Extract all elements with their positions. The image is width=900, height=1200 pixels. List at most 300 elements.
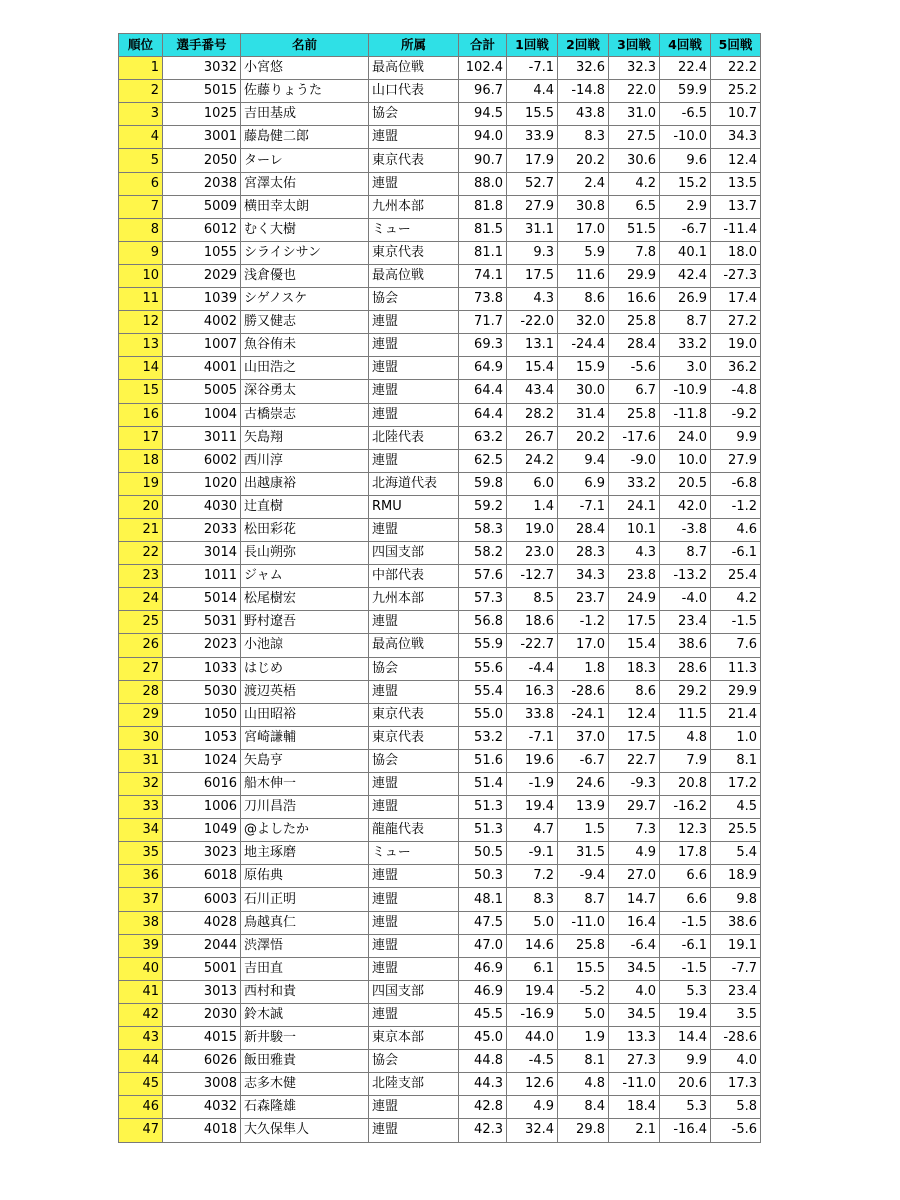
rank-cell: 22: [119, 542, 163, 565]
round-3-cell: -6.4: [609, 934, 660, 957]
affiliation-cell: 最高位戦: [369, 57, 459, 80]
name-cell: 志多木健: [241, 1073, 369, 1096]
rank-cell: 29: [119, 703, 163, 726]
round-3-cell: 27.3: [609, 1050, 660, 1073]
rank-cell: 17: [119, 426, 163, 449]
table-row: [119, 657, 761, 680]
round-3-cell: 7.3: [609, 819, 660, 842]
round-5-cell: -1.5: [711, 611, 761, 634]
affiliation-cell: 連盟: [369, 357, 459, 380]
name-cell: 小宮悠: [241, 57, 369, 80]
round-5-cell: 4.5: [711, 796, 761, 819]
table-row: [119, 1027, 761, 1050]
round-5-cell: 17.2: [711, 773, 761, 796]
round-1-cell: -12.7: [507, 565, 558, 588]
round-3-cell: 29.7: [609, 796, 660, 819]
affiliation-cell: 北海道代表: [369, 472, 459, 495]
round-1-cell: -1.9: [507, 773, 558, 796]
rank-cell: 42: [119, 1003, 163, 1026]
rank-cell: 18: [119, 449, 163, 472]
round-4-cell: -16.2: [660, 796, 711, 819]
total-cell: 90.7: [459, 149, 507, 172]
table-row: [119, 103, 761, 126]
affiliation-cell: 協会: [369, 749, 459, 772]
affiliation-cell: 北陸代表: [369, 426, 459, 449]
round-2-cell: -6.7: [558, 749, 609, 772]
rank-cell: 40: [119, 957, 163, 980]
round-3-cell: 6.7: [609, 380, 660, 403]
round-3-cell: -5.6: [609, 357, 660, 380]
affiliation-cell: 東京本部: [369, 1027, 459, 1050]
round-1-cell: 8.5: [507, 588, 558, 611]
round-5-cell: -28.6: [711, 1027, 761, 1050]
name-cell: 勝又健志: [241, 311, 369, 334]
player-number-cell: 3008: [163, 1073, 241, 1096]
name-cell: 矢島亨: [241, 749, 369, 772]
round-2-cell: -14.8: [558, 80, 609, 103]
header-total: 合計: [459, 34, 507, 57]
player-number-cell: 4015: [163, 1027, 241, 1050]
round-3-cell: 15.4: [609, 634, 660, 657]
name-cell: 渋澤悟: [241, 934, 369, 957]
round-1-cell: -7.1: [507, 726, 558, 749]
affiliation-cell: 連盟: [369, 773, 459, 796]
round-2-cell: -9.4: [558, 865, 609, 888]
total-cell: 42.3: [459, 1119, 507, 1142]
player-number-cell: 1011: [163, 565, 241, 588]
round-3-cell: 7.8: [609, 241, 660, 264]
rank-cell: 44: [119, 1050, 163, 1073]
player-number-cell: 6012: [163, 218, 241, 241]
table-row: [119, 264, 761, 287]
round-1-cell: 14.6: [507, 934, 558, 957]
round-2-cell: -1.2: [558, 611, 609, 634]
round-1-cell: 19.4: [507, 796, 558, 819]
table-row: [119, 980, 761, 1003]
player-number-cell: 1050: [163, 703, 241, 726]
total-cell: 45.0: [459, 1027, 507, 1050]
player-number-cell: 4018: [163, 1119, 241, 1142]
round-1-cell: -22.0: [507, 311, 558, 334]
affiliation-cell: 連盟: [369, 311, 459, 334]
name-cell: 吉田直: [241, 957, 369, 980]
round-5-cell: 8.1: [711, 749, 761, 772]
name-cell: 深谷勇太: [241, 380, 369, 403]
total-cell: 55.0: [459, 703, 507, 726]
round-1-cell: 19.6: [507, 749, 558, 772]
round-3-cell: 22.0: [609, 80, 660, 103]
name-cell: 松田彩花: [241, 518, 369, 541]
table-row: [119, 57, 761, 80]
table-row: [119, 634, 761, 657]
round-3-cell: 14.7: [609, 888, 660, 911]
total-cell: 64.9: [459, 357, 507, 380]
round-2-cell: 20.2: [558, 149, 609, 172]
table-row: [119, 588, 761, 611]
player-number-cell: 5031: [163, 611, 241, 634]
player-number-cell: 4032: [163, 1096, 241, 1119]
round-2-cell: 31.4: [558, 403, 609, 426]
round-1-cell: 19.4: [507, 980, 558, 1003]
table-row: [119, 680, 761, 703]
round-5-cell: 11.3: [711, 657, 761, 680]
round-1-cell: 16.3: [507, 680, 558, 703]
round-2-cell: 6.9: [558, 472, 609, 495]
round-4-cell: 23.4: [660, 611, 711, 634]
header-round-1: 1回戦: [507, 34, 558, 57]
rank-cell: 15: [119, 380, 163, 403]
round-3-cell: 24.9: [609, 588, 660, 611]
round-1-cell: -9.1: [507, 842, 558, 865]
name-cell: 浅倉優也: [241, 264, 369, 287]
affiliation-cell: 連盟: [369, 126, 459, 149]
rank-cell: 2: [119, 80, 163, 103]
round-5-cell: 9.9: [711, 426, 761, 449]
table-row: [119, 773, 761, 796]
round-3-cell: 4.2: [609, 172, 660, 195]
table-row: [119, 819, 761, 842]
table-row: [119, 334, 761, 357]
round-4-cell: 29.2: [660, 680, 711, 703]
total-cell: 55.6: [459, 657, 507, 680]
round-4-cell: 6.6: [660, 865, 711, 888]
total-cell: 53.2: [459, 726, 507, 749]
total-cell: 51.3: [459, 796, 507, 819]
round-4-cell: -6.5: [660, 103, 711, 126]
round-3-cell: 32.3: [609, 57, 660, 80]
round-5-cell: -4.8: [711, 380, 761, 403]
header-round-5: 5回戦: [711, 34, 761, 57]
round-1-cell: -16.9: [507, 1003, 558, 1026]
affiliation-cell: 連盟: [369, 865, 459, 888]
round-2-cell: 29.8: [558, 1119, 609, 1142]
name-cell: 山田昭裕: [241, 703, 369, 726]
rank-cell: 33: [119, 796, 163, 819]
rank-cell: 1: [119, 57, 163, 80]
round-3-cell: 23.8: [609, 565, 660, 588]
round-5-cell: -7.7: [711, 957, 761, 980]
table-row: [119, 357, 761, 380]
rank-cell: 37: [119, 888, 163, 911]
round-5-cell: 19.1: [711, 934, 761, 957]
player-number-cell: 5005: [163, 380, 241, 403]
round-4-cell: 5.3: [660, 980, 711, 1003]
affiliation-cell: 最高位戦: [369, 634, 459, 657]
round-1-cell: 26.7: [507, 426, 558, 449]
round-4-cell: 15.2: [660, 172, 711, 195]
affiliation-cell: 東京代表: [369, 703, 459, 726]
name-cell: 辻直樹: [241, 495, 369, 518]
round-4-cell: -11.8: [660, 403, 711, 426]
round-5-cell: 17.3: [711, 1073, 761, 1096]
round-2-cell: 2.4: [558, 172, 609, 195]
rank-cell: 7: [119, 195, 163, 218]
affiliation-cell: 連盟: [369, 888, 459, 911]
round-5-cell: -11.4: [711, 218, 761, 241]
name-cell: むく大樹: [241, 218, 369, 241]
round-2-cell: 8.3: [558, 126, 609, 149]
affiliation-cell: 協会: [369, 1050, 459, 1073]
name-cell: 吉田基成: [241, 103, 369, 126]
rank-cell: 31: [119, 749, 163, 772]
round-2-cell: 15.9: [558, 357, 609, 380]
round-4-cell: 20.5: [660, 472, 711, 495]
table-row: [119, 426, 761, 449]
rank-cell: 25: [119, 611, 163, 634]
player-number-cell: 6002: [163, 449, 241, 472]
header-player-number: 選手番号: [163, 34, 241, 57]
player-number-cell: 1020: [163, 472, 241, 495]
affiliation-cell: 九州本部: [369, 588, 459, 611]
player-number-cell: 5001: [163, 957, 241, 980]
round-1-cell: 44.0: [507, 1027, 558, 1050]
player-number-cell: 1006: [163, 796, 241, 819]
rank-cell: 13: [119, 334, 163, 357]
round-1-cell: 17.5: [507, 264, 558, 287]
round-3-cell: -11.0: [609, 1073, 660, 1096]
total-cell: 64.4: [459, 403, 507, 426]
total-cell: 94.5: [459, 103, 507, 126]
round-5-cell: 7.6: [711, 634, 761, 657]
total-cell: 51.4: [459, 773, 507, 796]
player-number-cell: 1007: [163, 334, 241, 357]
round-3-cell: 18.4: [609, 1096, 660, 1119]
affiliation-cell: 連盟: [369, 957, 459, 980]
round-5-cell: 13.7: [711, 195, 761, 218]
round-4-cell: 14.4: [660, 1027, 711, 1050]
round-2-cell: 25.8: [558, 934, 609, 957]
round-4-cell: 9.9: [660, 1050, 711, 1073]
round-5-cell: -6.1: [711, 542, 761, 565]
player-number-cell: 5009: [163, 195, 241, 218]
player-number-cell: 4028: [163, 911, 241, 934]
player-number-cell: 2029: [163, 264, 241, 287]
round-4-cell: 26.9: [660, 288, 711, 311]
round-5-cell: 21.4: [711, 703, 761, 726]
round-3-cell: 27.0: [609, 865, 660, 888]
round-1-cell: 28.2: [507, 403, 558, 426]
round-2-cell: 30.8: [558, 195, 609, 218]
player-number-cell: 6003: [163, 888, 241, 911]
total-cell: 46.9: [459, 957, 507, 980]
rank-cell: 30: [119, 726, 163, 749]
table-row: [119, 1003, 761, 1026]
round-3-cell: 16.4: [609, 911, 660, 934]
round-3-cell: 27.5: [609, 126, 660, 149]
round-4-cell: 7.9: [660, 749, 711, 772]
round-4-cell: -4.0: [660, 588, 711, 611]
round-1-cell: 33.9: [507, 126, 558, 149]
table-row: [119, 865, 761, 888]
round-4-cell: 22.4: [660, 57, 711, 80]
affiliation-cell: 九州本部: [369, 195, 459, 218]
round-2-cell: 17.0: [558, 218, 609, 241]
name-cell: 宮澤太佑: [241, 172, 369, 195]
rank-cell: 21: [119, 518, 163, 541]
round-2-cell: -24.1: [558, 703, 609, 726]
table-row: [119, 888, 761, 911]
round-5-cell: 36.2: [711, 357, 761, 380]
round-5-cell: 5.8: [711, 1096, 761, 1119]
round-3-cell: -9.3: [609, 773, 660, 796]
rank-cell: 47: [119, 1119, 163, 1142]
total-cell: 55.4: [459, 680, 507, 703]
name-cell: 古橋崇志: [241, 403, 369, 426]
rank-cell: 6: [119, 172, 163, 195]
round-1-cell: 24.2: [507, 449, 558, 472]
affiliation-cell: ミュー: [369, 842, 459, 865]
table-row: [119, 172, 761, 195]
player-number-cell: 1055: [163, 241, 241, 264]
round-4-cell: 4.8: [660, 726, 711, 749]
affiliation-cell: 連盟: [369, 611, 459, 634]
table-row: [119, 911, 761, 934]
round-4-cell: -1.5: [660, 911, 711, 934]
round-2-cell: 31.5: [558, 842, 609, 865]
round-1-cell: 15.4: [507, 357, 558, 380]
affiliation-cell: 連盟: [369, 1119, 459, 1142]
round-1-cell: 18.6: [507, 611, 558, 634]
round-1-cell: 9.3: [507, 241, 558, 264]
rank-cell: 32: [119, 773, 163, 796]
affiliation-cell: 連盟: [369, 518, 459, 541]
round-4-cell: -10.0: [660, 126, 711, 149]
rank-cell: 39: [119, 934, 163, 957]
player-number-cell: 5015: [163, 80, 241, 103]
table-row: [119, 1050, 761, 1073]
player-number-cell: 3032: [163, 57, 241, 80]
player-number-cell: 1004: [163, 403, 241, 426]
name-cell: 石森隆雄: [241, 1096, 369, 1119]
round-3-cell: 8.6: [609, 680, 660, 703]
total-cell: 50.5: [459, 842, 507, 865]
total-cell: 57.3: [459, 588, 507, 611]
name-cell: 横田幸太朗: [241, 195, 369, 218]
round-1-cell: -4.4: [507, 657, 558, 680]
total-cell: 46.9: [459, 980, 507, 1003]
round-3-cell: 25.8: [609, 311, 660, 334]
total-cell: 88.0: [459, 172, 507, 195]
round-5-cell: 18.0: [711, 241, 761, 264]
affiliation-cell: 協会: [369, 288, 459, 311]
name-cell: 小池諒: [241, 634, 369, 657]
round-3-cell: 28.4: [609, 334, 660, 357]
table-row: [119, 726, 761, 749]
header-name: 名前: [241, 34, 369, 57]
round-1-cell: 17.9: [507, 149, 558, 172]
rank-cell: 20: [119, 495, 163, 518]
player-number-cell: 1049: [163, 819, 241, 842]
rank-cell: 26: [119, 634, 163, 657]
player-number-cell: 5030: [163, 680, 241, 703]
affiliation-cell: 山口代表: [369, 80, 459, 103]
name-cell: 鈴木誠: [241, 1003, 369, 1026]
table-row: [119, 565, 761, 588]
player-number-cell: 5014: [163, 588, 241, 611]
round-4-cell: 59.9: [660, 80, 711, 103]
table-row: [119, 149, 761, 172]
name-cell: 船木伸一: [241, 773, 369, 796]
round-2-cell: -24.4: [558, 334, 609, 357]
name-cell: 原佑典: [241, 865, 369, 888]
table-row: [119, 749, 761, 772]
name-cell: 宮崎謙輔: [241, 726, 369, 749]
round-2-cell: 30.0: [558, 380, 609, 403]
rank-cell: 3: [119, 103, 163, 126]
name-cell: 魚谷侑未: [241, 334, 369, 357]
affiliation-cell: 協会: [369, 657, 459, 680]
round-5-cell: 25.5: [711, 819, 761, 842]
round-4-cell: 20.8: [660, 773, 711, 796]
round-4-cell: 40.1: [660, 241, 711, 264]
player-number-cell: 6018: [163, 865, 241, 888]
round-4-cell: 5.3: [660, 1096, 711, 1119]
round-2-cell: 8.4: [558, 1096, 609, 1119]
round-2-cell: 20.2: [558, 426, 609, 449]
round-4-cell: -10.9: [660, 380, 711, 403]
round-3-cell: 33.2: [609, 472, 660, 495]
round-1-cell: 19.0: [507, 518, 558, 541]
round-5-cell: 4.0: [711, 1050, 761, 1073]
name-cell: 矢島翔: [241, 426, 369, 449]
affiliation-cell: 連盟: [369, 380, 459, 403]
table-row: [119, 611, 761, 634]
name-cell: ジャム: [241, 565, 369, 588]
player-number-cell: 2044: [163, 934, 241, 957]
round-1-cell: 7.2: [507, 865, 558, 888]
name-cell: 地主琢磨: [241, 842, 369, 865]
round-4-cell: 6.6: [660, 888, 711, 911]
name-cell: 新井駿一: [241, 1027, 369, 1050]
round-4-cell: 38.6: [660, 634, 711, 657]
total-cell: 57.6: [459, 565, 507, 588]
total-cell: 73.8: [459, 288, 507, 311]
player-number-cell: 1025: [163, 103, 241, 126]
name-cell: 藤島健二郎: [241, 126, 369, 149]
round-2-cell: 8.7: [558, 888, 609, 911]
player-number-cell: 6026: [163, 1050, 241, 1073]
round-1-cell: 43.4: [507, 380, 558, 403]
round-2-cell: 28.4: [558, 518, 609, 541]
affiliation-cell: 協会: [369, 103, 459, 126]
affiliation-cell: 東京代表: [369, 241, 459, 264]
header-affiliation: 所属: [369, 34, 459, 57]
header-round-2: 2回戦: [558, 34, 609, 57]
round-1-cell: 1.4: [507, 495, 558, 518]
player-number-cell: 3023: [163, 842, 241, 865]
affiliation-cell: 連盟: [369, 403, 459, 426]
round-2-cell: 9.4: [558, 449, 609, 472]
rank-cell: 41: [119, 980, 163, 1003]
round-2-cell: 5.9: [558, 241, 609, 264]
round-5-cell: 13.5: [711, 172, 761, 195]
round-4-cell: 20.6: [660, 1073, 711, 1096]
player-number-cell: 2023: [163, 634, 241, 657]
round-4-cell: 3.0: [660, 357, 711, 380]
name-cell: 西村和貴: [241, 980, 369, 1003]
table-row: [119, 472, 761, 495]
total-cell: 64.4: [459, 380, 507, 403]
header-round-4: 4回戦: [660, 34, 711, 57]
round-5-cell: 4.6: [711, 518, 761, 541]
round-1-cell: 12.6: [507, 1073, 558, 1096]
round-5-cell: 25.2: [711, 80, 761, 103]
round-1-cell: 15.5: [507, 103, 558, 126]
table-row: [119, 1119, 761, 1142]
round-5-cell: 27.9: [711, 449, 761, 472]
round-1-cell: -22.7: [507, 634, 558, 657]
name-cell: 鳥越真仁: [241, 911, 369, 934]
